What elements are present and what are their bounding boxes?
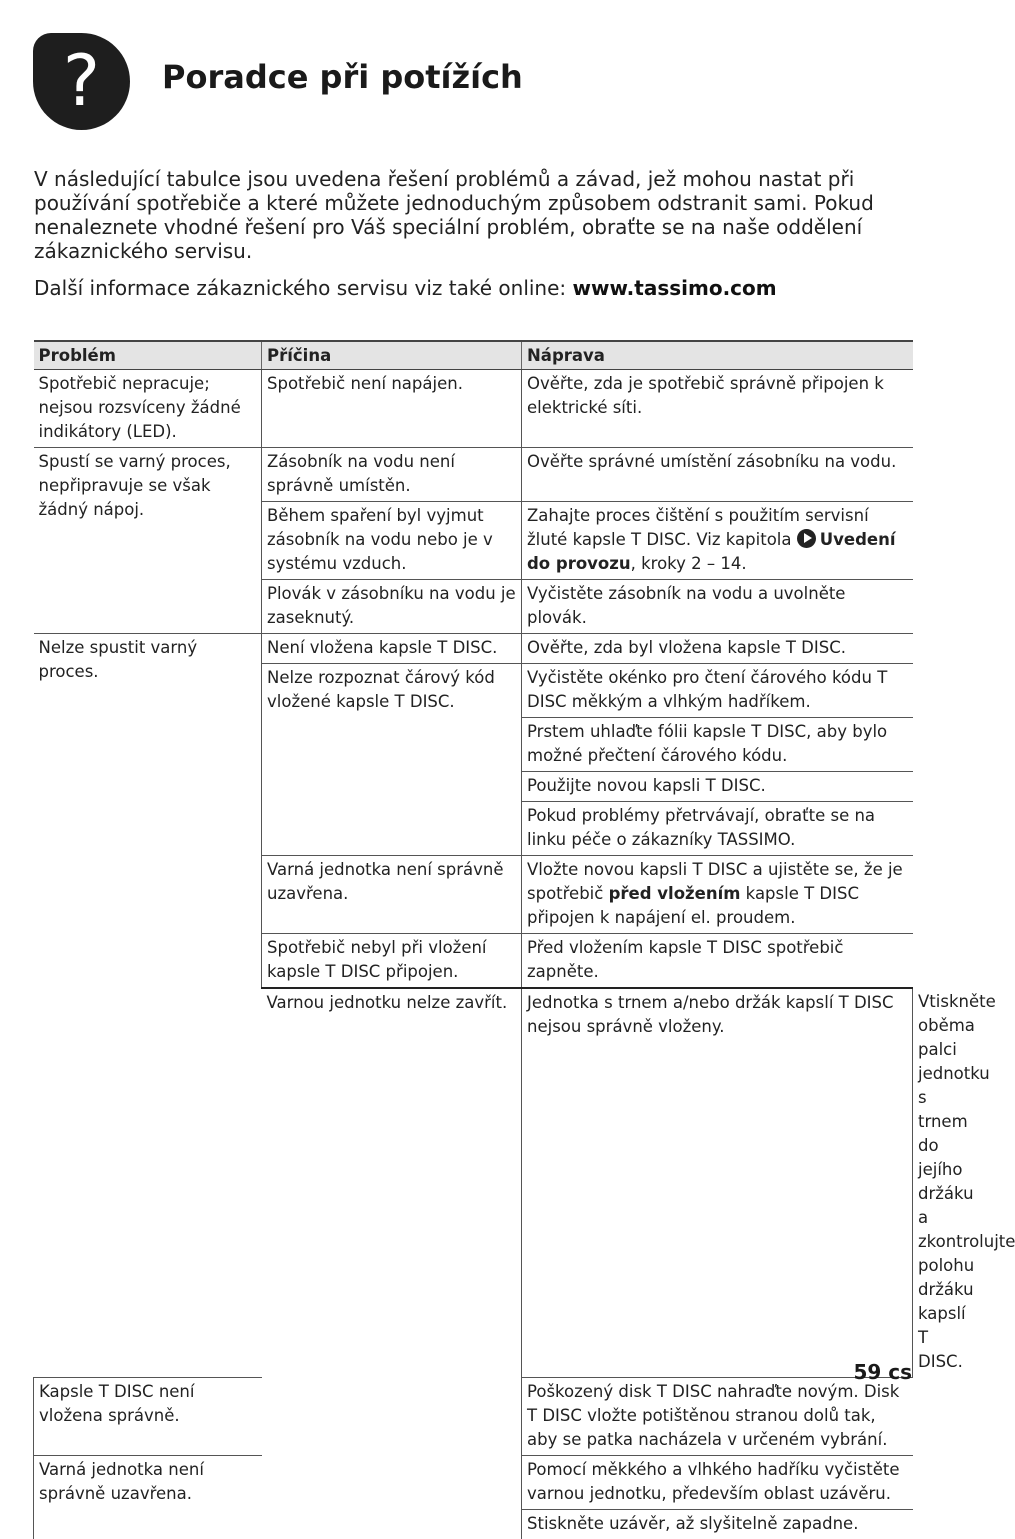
remedy-cell: Ověřte, zda je spotřebič správně připojen k elektrické síti. (522, 370, 913, 448)
remedy-cell: Pomocí měkkého a vlhkého hadříku vyčistěte varnou jednotku, především oblast uzávěru. (522, 1456, 913, 1510)
table-header-row (34, 341, 913, 370)
header-cause: Příčina (262, 341, 522, 370)
cause-cell: Varná jednotka není správně uzavřena. (262, 856, 522, 934)
cause-cell: Spotřebič nebyl při vložení kapsle T DISC připojen. (262, 934, 522, 989)
page-number: 59 cs (853, 1360, 912, 1384)
problem-cell: Spustí se varný proces, nepřipravuje se však žádný nápoj. (34, 448, 262, 634)
problem-cell: Varnou jednotku nelze zavřít. (262, 988, 522, 1539)
remedy-cell: Před vložením kapsle T DISC spotřebič zapněte. (522, 934, 913, 989)
chapter-arrow-icon (797, 529, 816, 548)
cause-cell: Zásobník na vodu není správně umístěn. (262, 448, 522, 502)
remedy-cell: Použijte novou kapsli T DISC. (522, 772, 913, 802)
remedy-cell: Poškozený disk T DISC nahraďte novým. Disk T DISC vložte potištěnou stranou dolů tak, aby se patka nacházela v určeném vybrání. (522, 1378, 913, 1456)
remedy-text: Vložte novou kapsli T DISC a ujistěte se, že je spotřebič (527, 860, 903, 903)
remedy-cell: Stiskněte uzávěr, až slyšitelně zapadne. (522, 1510, 913, 1539)
cause-cell: Není vložena kapsle T DISC. (262, 634, 522, 664)
remedy-cell (522, 502, 913, 580)
remedy-cell: Pokud problémy přetrvávají, obraťte se na linku péče o zákazníky TASSIMO. (522, 802, 913, 856)
page-title: Poradce při potížích (162, 58, 523, 96)
remedy-text: , kroky 2 – 14. (631, 554, 747, 573)
remedy-text: Zahajte proces čištění s použitím servisní žluté kapsle T DISC. Viz kapitola (527, 506, 869, 549)
remedy-cell (522, 856, 913, 934)
remedy-cell: Ověřte, zda byl vložena kapsle T DISC. (522, 634, 913, 664)
online-url: www.tassimo.com (573, 276, 777, 300)
header-remedy: Náprava (522, 341, 913, 370)
online-info (34, 276, 777, 300)
remedy-cell: Ověřte správné umístění zásobníku na vodu. (522, 448, 913, 502)
cause-cell: Během spaření byl vyjmut zásobník na vodu nebo je v systému vzduch. (262, 502, 522, 580)
intro-paragraph: V následující tabulce jsou uvedena řešení problémů a závad, jež mohou nastat při používání spotřebiče a které můžete jednoduchým způsobem odstranit sami. Pokud nenaleznete vhodné řešení pro Váš speciální problém, obraťte se na naše oddělení zákaznického servisu. (34, 167, 904, 263)
remedy-emphasis: před vložením (609, 884, 741, 903)
header-problem: Problém (34, 341, 262, 370)
remedy-text: kapsle T DISC připojen k napájení el. proudem. (527, 884, 859, 927)
table-row (34, 634, 913, 664)
question-mark-icon (33, 33, 130, 130)
cause-cell: Spotřebič není napájen. (262, 370, 522, 448)
table-row (34, 370, 913, 448)
remedy-cell: Prstem uhlaďte fólii kapsle T DISC, aby bylo možné přečtení čárového kódu. (522, 718, 913, 772)
remedy-cell: Vyčistěte okénko pro čtení čárového kódu T DISC měkkým a vlhkým hadříkem. (522, 664, 913, 718)
problem-cell: Spotřebič nepracuje; nejsou rozsvíceny žádné indikátory (LED). (34, 370, 262, 448)
question-mark-glyph: ? (33, 33, 130, 130)
cause-cell: Plovák v zásobníku na vodu je zaseknutý. (262, 580, 522, 634)
problem-cell: Nelze spustit varný proces. (34, 634, 262, 1378)
online-info-text: Další informace zákaznického servisu viz také online: (34, 276, 573, 300)
cause-cell: Kapsle T DISC není vložena správně. (34, 1378, 262, 1456)
chapter-reference: Uvedení do provozu (527, 530, 895, 573)
cause-cell: Varná jednotka není správně uzavřena. (34, 1456, 262, 1539)
cause-cell: Jednotka s trnem a/nebo držák kapslí T DISC nejsou správně vloženy. (522, 988, 913, 1378)
remedy-cell: Vyčistěte zásobník na vodu a uvolněte plovák. (522, 580, 913, 634)
table-row: Varnou jednotku nelze zavřít. Jednotka s trnem a/nebo držák kapslí T DISC nejsou správně vloženy. Vtiskněte oběma palci jednotku s trnem do jejího držáku a zkontrolujte polohu držáku kapslí T DISC. (34, 988, 913, 1378)
cause-cell: Nelze rozpoznat čárový kód vložené kapsle T DISC. (262, 664, 522, 856)
troubleshooting-table (33, 340, 913, 1539)
table-row (34, 448, 913, 502)
